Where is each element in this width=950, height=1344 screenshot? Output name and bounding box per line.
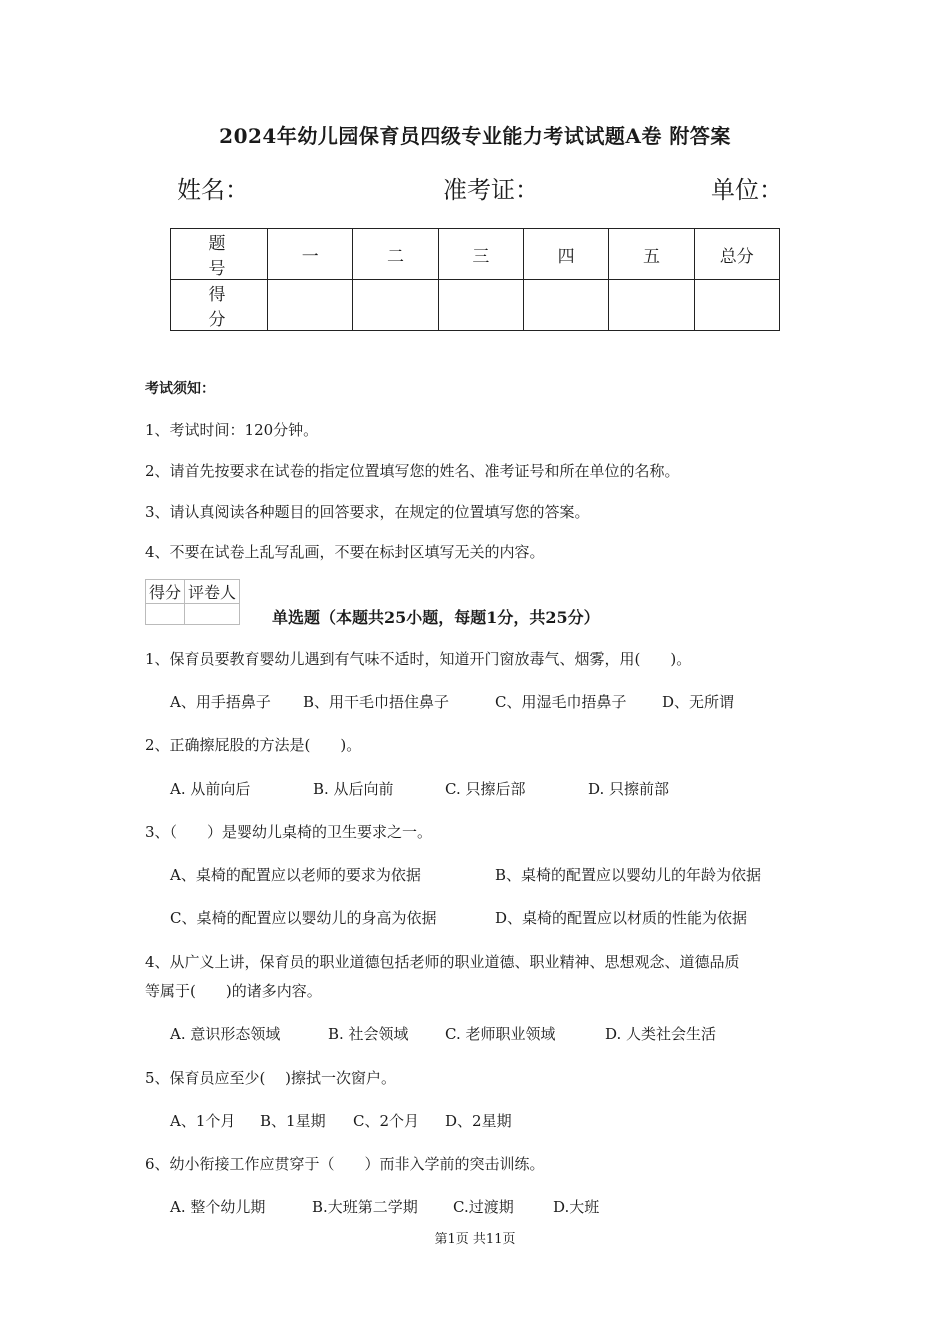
section-title: 单选题（本题共25小题，每题1分，共25分） — [272, 608, 600, 627]
question-stem: 6、幼小衔接工作应贯穿于（ ）而非入学前的突击训练。 — [145, 1155, 545, 1173]
notice-item: 1、考试时间：120分钟。 — [145, 421, 319, 439]
notice-item: 4、不要在试卷上乱写乱画，不要在标封区填写无关的内容。 — [145, 543, 545, 561]
score-cell-5 — [609, 280, 694, 331]
page-title: 2024年幼儿园保育员四级专业能力考试试题A卷 附答案 — [219, 124, 731, 148]
score-header-question-no: 题 号 — [171, 229, 268, 280]
notice-item: 2、请首先按要求在试卷的指定位置填写您的姓名、准考证号和所在单位的名称。 — [145, 462, 680, 480]
question-option: D. 只擦前部 — [588, 780, 670, 798]
score-header-4: 四 — [523, 229, 608, 280]
question-option: D.大班 — [553, 1198, 600, 1216]
grader-score-cell — [146, 604, 185, 625]
question-stem: 3、（ ）是婴幼儿桌椅的卫生要求之一。 — [145, 823, 433, 841]
question-option: C、桌椅的配置应以婴幼儿的身高为依据 — [170, 909, 437, 927]
question-option: D. 人类社会生活 — [605, 1025, 717, 1043]
question-option: C. 只擦后部 — [445, 780, 526, 798]
score-cell-2 — [353, 280, 438, 331]
question-option: A、1个月 — [170, 1112, 236, 1130]
score-table-score-row — [171, 280, 780, 331]
question-stem: 1、保育员要教育婴幼儿遇到有气味不适时，知道开门窗放毒气、烟雾，用( )。 — [145, 650, 692, 668]
question-option: D、2星期 — [445, 1112, 512, 1130]
question-option: C、用湿毛巾捂鼻子 — [495, 693, 627, 711]
score-header-3: 三 — [438, 229, 523, 280]
question-option: C、2个月 — [353, 1112, 420, 1130]
question-option: A. 整个幼儿期 — [170, 1198, 266, 1216]
question-option: B、用干毛巾捂住鼻子 — [303, 693, 450, 711]
score-header-5: 五 — [609, 229, 694, 280]
question-option: D、无所谓 — [662, 693, 735, 711]
score-table — [170, 228, 780, 331]
question-option: B. 社会领域 — [328, 1025, 409, 1043]
question-option: A. 意识形态领域 — [170, 1025, 281, 1043]
question-option: A、桌椅的配置应以老师的要求为依据 — [170, 866, 421, 884]
question-option: A. 从前向后 — [170, 780, 251, 798]
score-cell-3 — [438, 280, 523, 331]
question-stem: 4、从广义上讲，保育员的职业道德包括老师的职业道德、职业精神、思想观念、道德品质 — [145, 953, 740, 971]
grader-reviewer-label: 评卷人 — [185, 580, 240, 604]
unit-label: 单位： — [711, 176, 783, 204]
question-option: C.过渡期 — [453, 1198, 514, 1216]
question-option: B、1星期 — [260, 1112, 326, 1130]
score-row-label: 得 分 — [171, 280, 268, 331]
question-stem-continued: 等属于( )的诸多内容。 — [145, 982, 322, 1000]
score-cell-total — [694, 280, 779, 331]
score-header-2: 二 — [353, 229, 438, 280]
notice-item: 3、请认真阅读各种题目的回答要求，在规定的位置填写您的答案。 — [145, 503, 590, 521]
score-cell-1 — [268, 280, 353, 331]
question-stem: 2、正确擦屁股的方法是( )。 — [145, 736, 362, 754]
score-header-total: 总分 — [694, 229, 779, 280]
score-cell-4 — [523, 280, 608, 331]
question-option: D、桌椅的配置应以材质的性能为依据 — [495, 909, 748, 927]
score-header-1: 一 — [268, 229, 353, 280]
notice-title: 考试须知： — [145, 381, 215, 397]
question-stem: 5、保育员应至少( )擦拭一次窗户。 — [145, 1069, 397, 1087]
question-option: A、用手捂鼻子 — [170, 693, 271, 711]
page-footer: 第1页 共11页 — [434, 1232, 516, 1247]
score-table-header-row — [171, 229, 780, 280]
question-option: B.大班第二学期 — [312, 1198, 418, 1216]
grader-score-label: 得分 — [146, 580, 185, 604]
grader-reviewer-cell — [185, 604, 240, 625]
name-label: 姓名： — [177, 176, 249, 204]
question-option: B. 从后向前 — [313, 780, 394, 798]
question-option: C. 老师职业领域 — [445, 1025, 556, 1043]
question-option: B、桌椅的配置应以婴幼儿的年龄为依据 — [495, 866, 762, 884]
grader-box — [145, 579, 240, 625]
ticket-label: 准考证： — [443, 176, 539, 204]
